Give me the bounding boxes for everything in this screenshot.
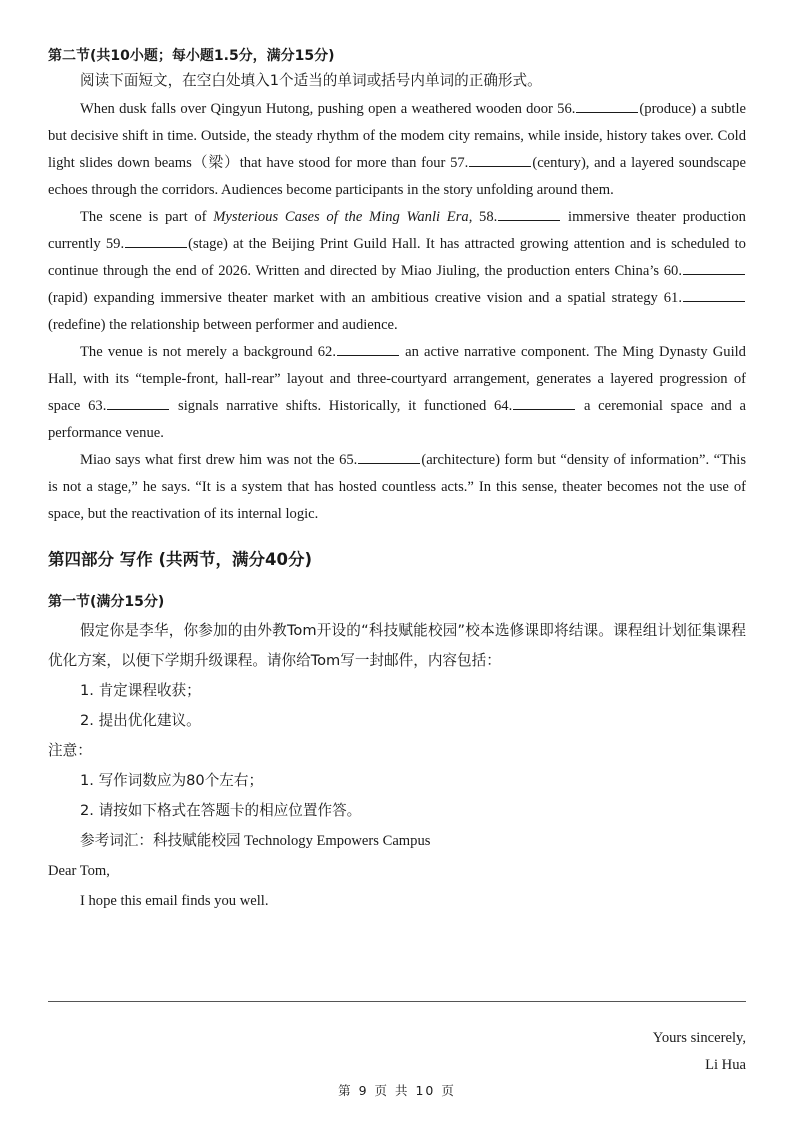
part4-heading: 第四部分 写作 (共两节，满分40分) — [48, 550, 313, 569]
blank-56 — [576, 100, 638, 113]
passage-paragraph-1: When dusk falls over Qingyun Hutong, pushing open a weathered wooden door 56. (produce) a subtle but decisive shift in time. Outside, the steady rhythm of the modem city remains, while inside, history takes over. Cold light slides down beams（梁）that have stood for more than four 57. (century), and a layered soundscape echoes through the corridors. Audiences become participants in the story unfolding around them. — [48, 101, 746, 198]
exam-page — [48, 46, 746, 916]
letter-greeting: Dear Tom, — [48, 863, 110, 879]
section2-instruction: 阅读下面短文，在空白处填入1个适当的单词或括号内单词的正确形式。 — [80, 72, 542, 89]
note-1: 1. 写作词数应为80个左右； — [80, 772, 264, 789]
writing-section1-heading: 第一节(满分15分) — [48, 594, 165, 610]
passage-paragraph-2: The scene is part of Mysterious Cases of the Ming Wanli Era, 58. immersive theater production currently 59. (stage) at the Beijing Print Guild Hall. It has attracted growing attention and is scheduled to continue through the end of 2026. Written and directed by Miao Jiuling, the production enters China’s 60.(rapid) expanding immersive theater market with an ambitious creative vision and a spatial strategy 61.(redefine) the relationship between performer and audience. — [48, 209, 746, 333]
blank-64 — [513, 397, 575, 410]
blank-59 — [125, 235, 187, 248]
section2-heading: 第二节(共10小题；每小题1.5分，满分15分) — [48, 48, 335, 64]
writing-prompt: 假定你是李华，你参加的由外教Tom开设的“科技赋能校园”校本选修课即将结课。课程组计划征集课程优化方案，以便下学期升级课程。请你给Tom写一封邮件，内容包括： — [48, 622, 746, 669]
play-title: Mysterious Cases of the Ming Wanli Era — [213, 209, 469, 225]
writing-point-1: 1. 肯定课程收获； — [80, 682, 201, 699]
blank-61 — [683, 289, 745, 302]
blank-57 — [469, 154, 531, 167]
page-number-footer: 第 9 页 共 10 页 — [338, 1083, 456, 1098]
note-2: 2. 请按如下格式在答题卡的相应位置作答。 — [80, 802, 362, 819]
blank-63 — [107, 397, 169, 410]
note-label: 注意： — [48, 742, 92, 759]
passage-paragraph-4: Miao says what first drew him was not the 65. (architecture) form but “density of information”. “This is not a stage,” he says. “It is a system that has hosted countless acts.” In this sense, theater becomes not the use of space, but the reactivation of its internal logic. — [48, 452, 746, 522]
letter-signoff — [653, 1025, 746, 1079]
passage-paragraph-3: The venue is not merely a background 62. an active narrative component. The Ming Dynasty Guild Hall, with its “temple-front, hall-rear” layout and three-courtyard arrangement, generates a layered progression of space 63. signals narrative shifts. Historically, it functioned 64. a ceremonial space and a performance venue. — [48, 344, 746, 441]
blank-65 — [358, 451, 420, 464]
letter-closing: Yours sincerely, — [652, 1030, 746, 1046]
letter-opening: I hope this email finds you well. — [80, 893, 269, 909]
letter-signature: Li Hua — [705, 1057, 746, 1073]
writing-point-2: 2. 提出优化建议。 — [80, 712, 201, 729]
blank-60 — [683, 262, 745, 275]
blank-58 — [498, 208, 560, 221]
blank-62 — [337, 343, 399, 356]
reference-vocabulary: 参考词汇：科技赋能校园 Technology Empowers Campus — [80, 833, 431, 849]
answer-area-divider — [48, 1001, 746, 1002]
